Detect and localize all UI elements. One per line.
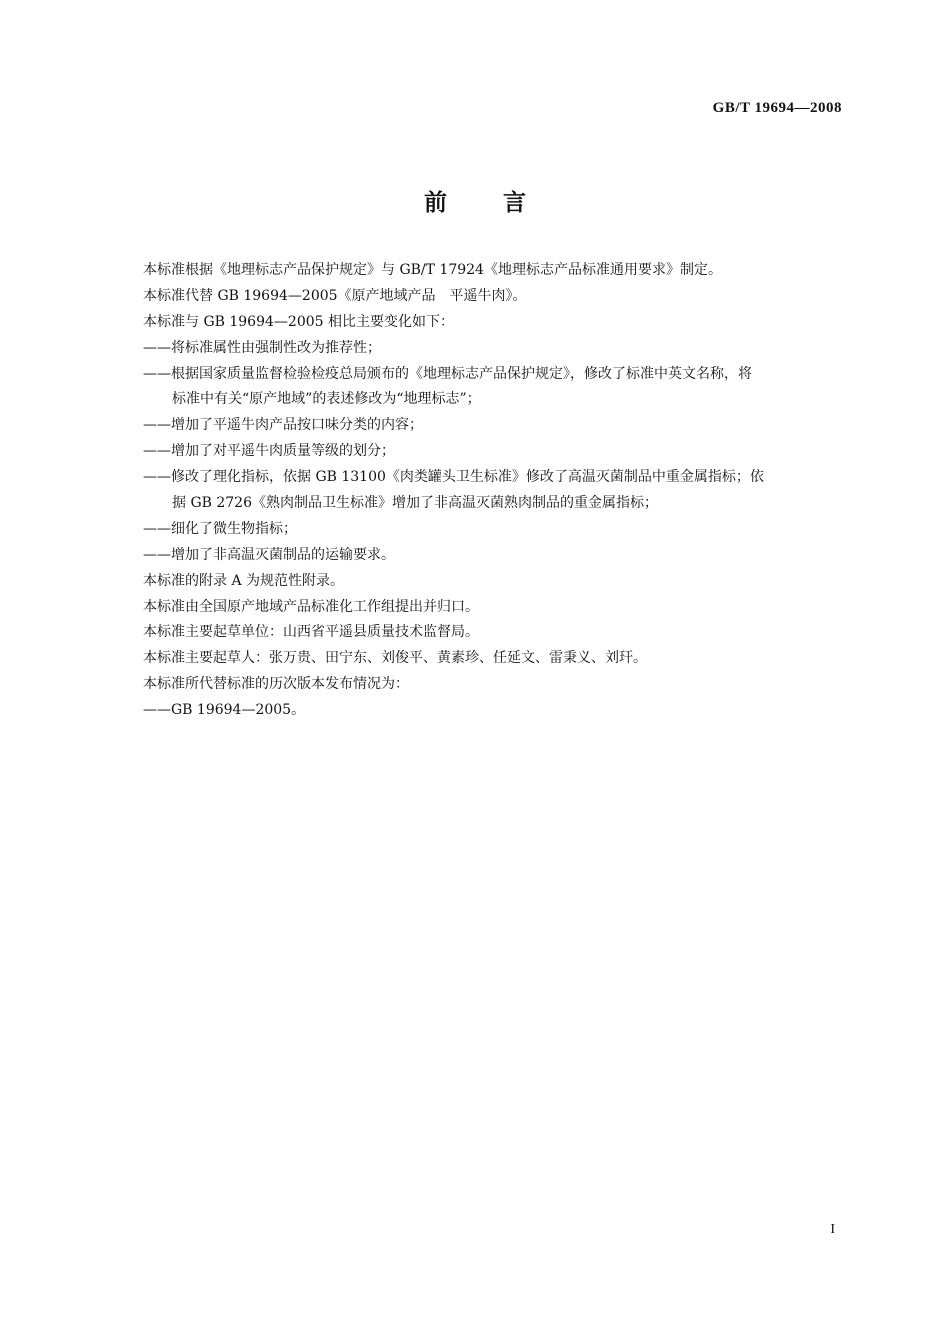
foreword-line: 本标准根据《地理标志产品保护规定》与 GB/T 17924《地理标志产品标准通用要求》制定。 bbox=[143, 262, 722, 278]
foreword-line: ——修改了理化指标，依据 GB 13100《肉类罐头卫生标准》修改了高温灭菌制品中重金属指标；依 bbox=[143, 469, 764, 486]
foreword-line: 据 GB 2726《熟肉制品卫生标准》增加了非高温灭菌熟肉制品的重金属指标； bbox=[172, 495, 658, 512]
foreword-line: 本标准代替 GB 19694—2005《原产地域产品 平遥牛肉》。 bbox=[143, 287, 527, 304]
foreword-line: ——将标准属性由强制性改为推荐性； bbox=[143, 339, 381, 356]
foreword-line: 标准中有关“原产地域”的表述修改为“地理标志”； bbox=[172, 391, 481, 408]
foreword-line: 本标准与 GB 19694—2005 相比主要变化如下： bbox=[143, 313, 454, 330]
page-title: 前言 bbox=[424, 190, 582, 216]
foreword-line: ——GB 19694—2005。 bbox=[143, 702, 306, 719]
page-number: I bbox=[830, 1222, 835, 1237]
foreword-line: ——细化了微生物指标； bbox=[143, 520, 297, 537]
foreword-line: 本标准主要起草单位：山西省平遥县质量技术监督局。 bbox=[143, 624, 479, 641]
foreword-line: 本标准所代替标准的历次版本发布情况为： bbox=[143, 676, 409, 693]
standard-number: GB/T 19694—2008 bbox=[712, 100, 842, 116]
foreword-line: ——增加了非高温灭菌制品的运输要求。 bbox=[143, 546, 395, 563]
foreword-line: ——根据国家质量监督检验检疫总局颁布的《地理标志产品保护规定》，修改了标准中英文名称，将 bbox=[143, 365, 752, 382]
foreword-line: ——增加了对平遥牛肉质量等级的划分； bbox=[143, 443, 395, 460]
foreword-line: ——增加了平遥牛肉产品按口味分类的内容； bbox=[143, 417, 423, 434]
foreword-line: 本标准主要起草人：张万贵、田宁东、刘俊平、黄素珍、任延文、雷秉义、刘玕。 bbox=[143, 650, 647, 667]
foreword-body bbox=[143, 258, 848, 724]
foreword-line: 本标准的附录 A 为规范性附录。 bbox=[143, 572, 345, 589]
foreword-line: 本标准由全国原产地域产品标准化工作组提出并归口。 bbox=[143, 598, 479, 615]
